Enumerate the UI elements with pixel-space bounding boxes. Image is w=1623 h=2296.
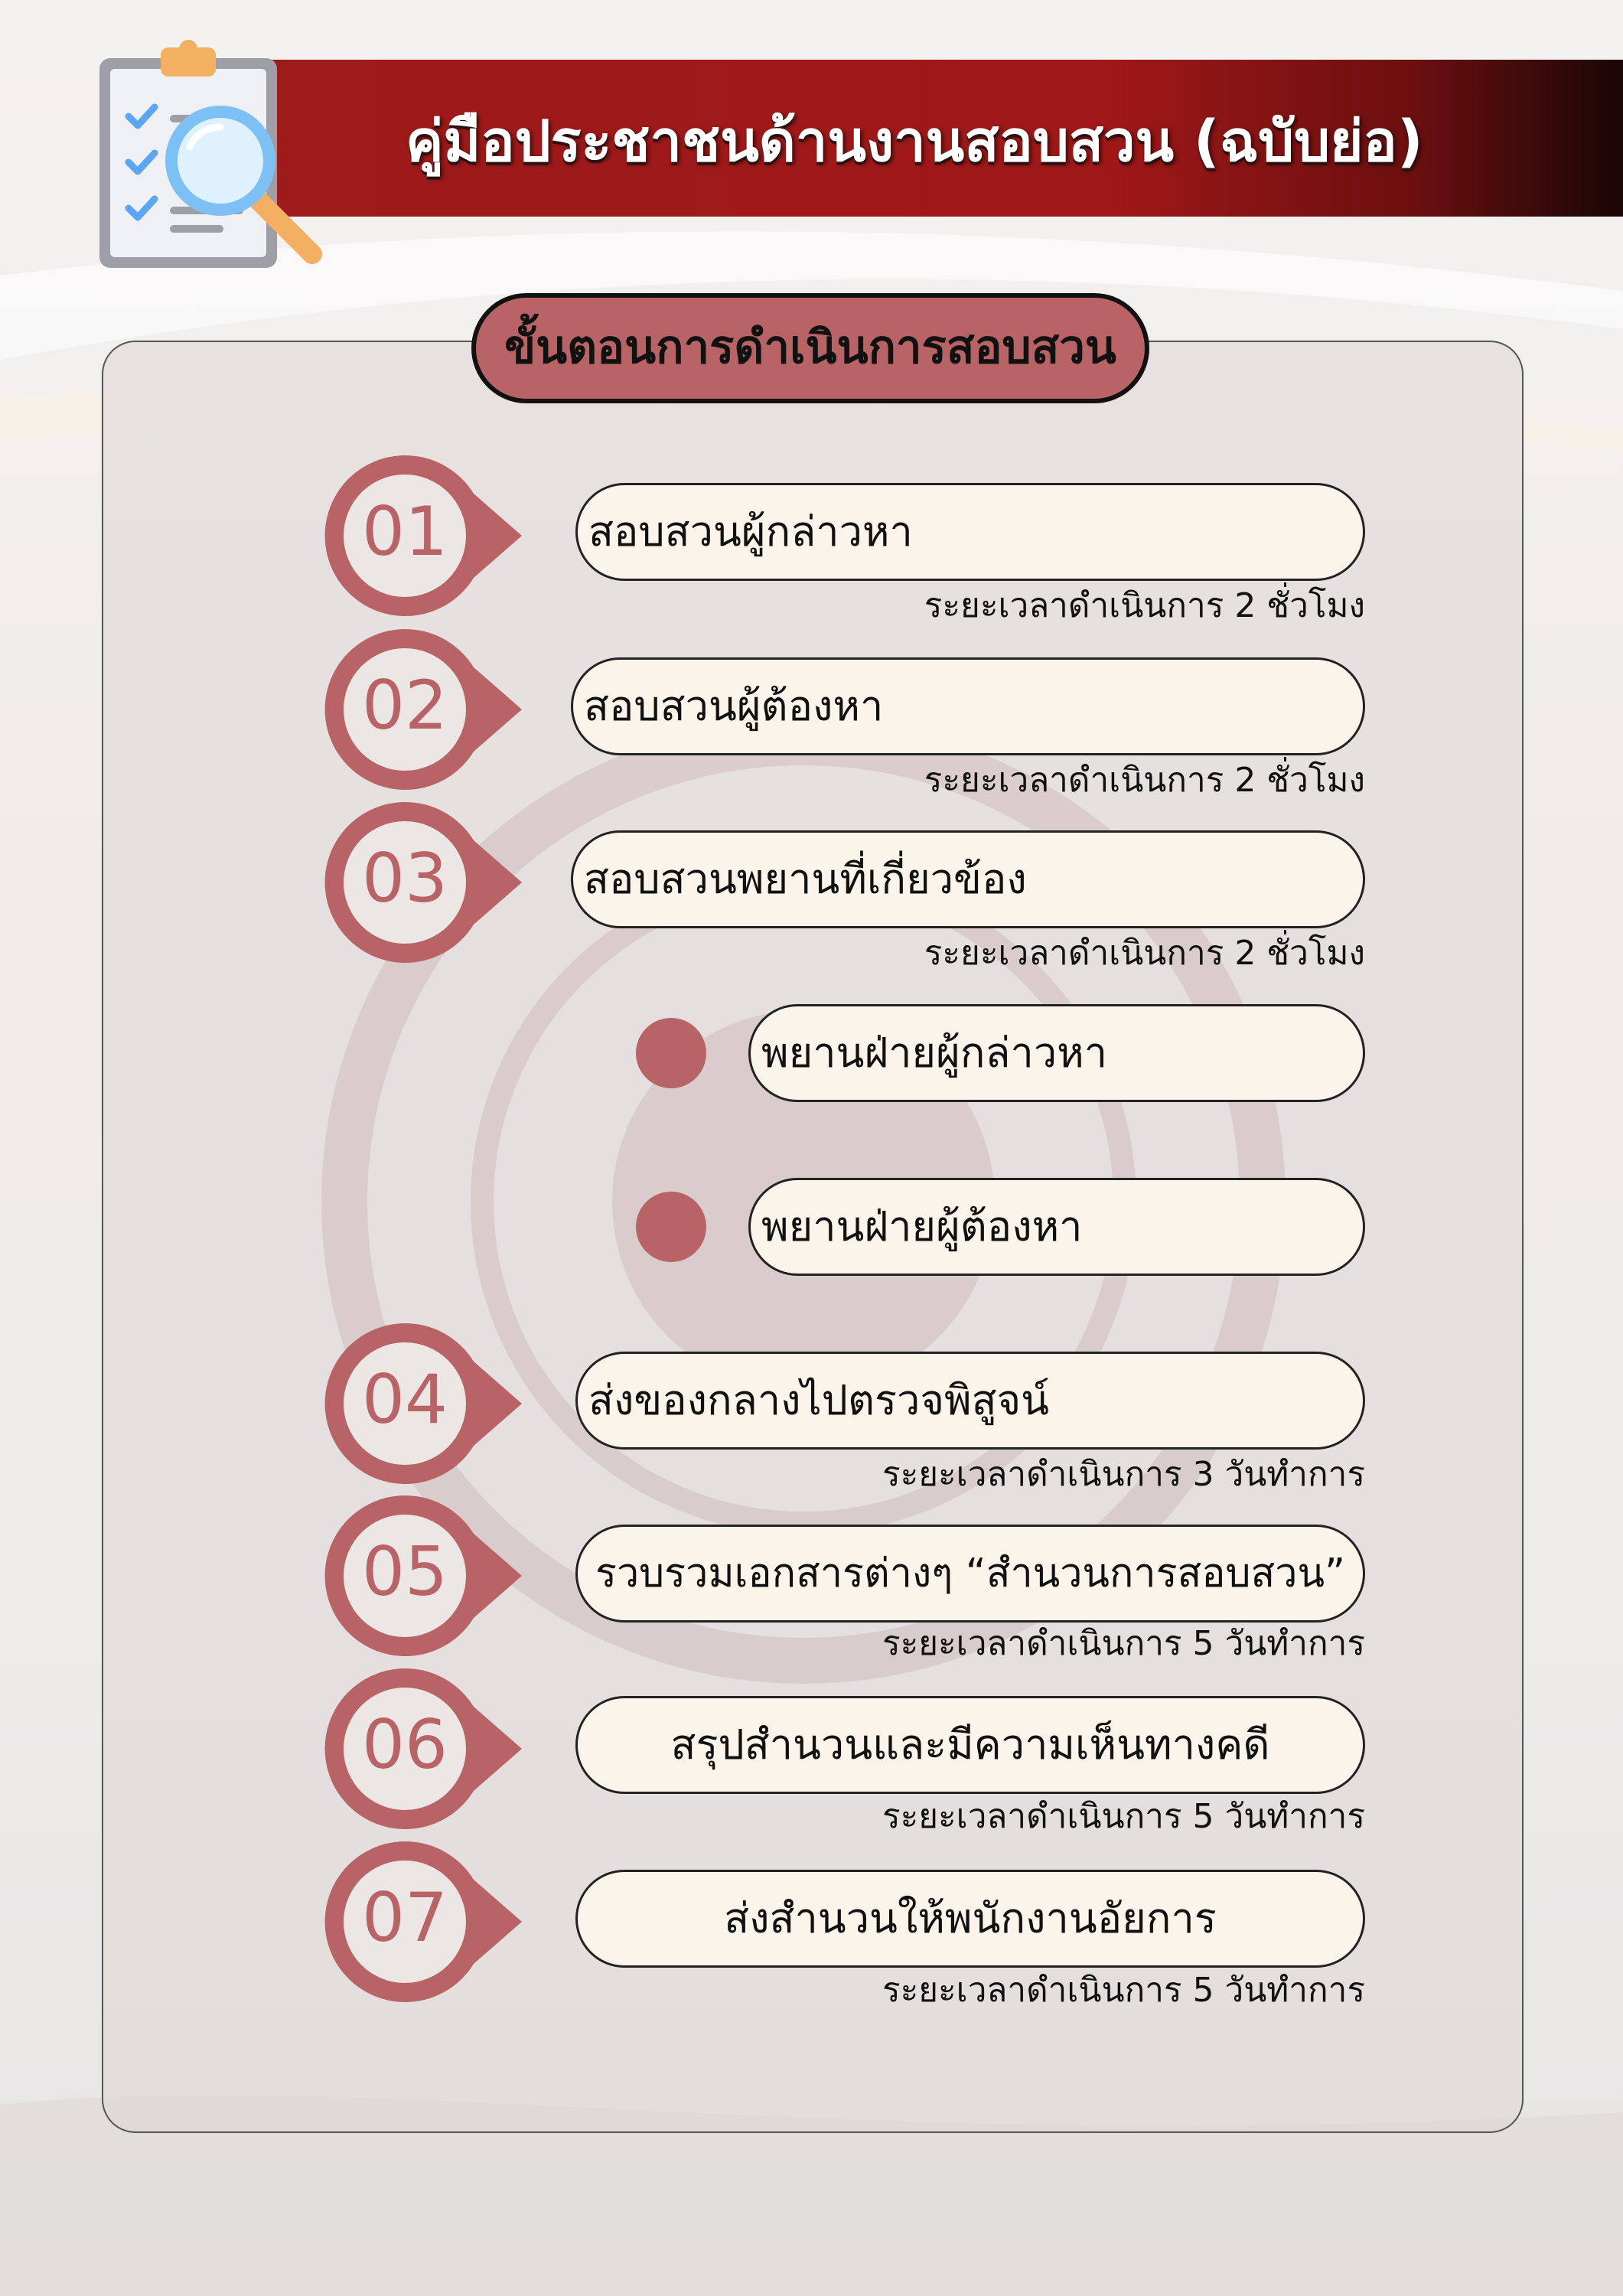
step-number: 04 [362, 1360, 448, 1439]
section-title: ขั้นตอนการดำเนินการสอบสวน [471, 293, 1149, 403]
step-label-pill: ส่งสำนวนให้พนักงานอัยการ [575, 1870, 1365, 1968]
circle-bullet-icon [636, 1192, 706, 1262]
step-label-pill: รวบรวมเอกสารต่างๆ “สำนวนการสอบสวน” [575, 1525, 1365, 1623]
step-label-pill: สอบสวนพยานที่เกี่ยวข้อง [571, 830, 1365, 928]
step-number: 03 [362, 839, 448, 918]
circle-bullet-icon [636, 1018, 706, 1088]
step-number: 02 [362, 666, 448, 745]
step-duration: ระยะเวลาดำเนินการ 3 วันทำการ [882, 1455, 1365, 1494]
step-duration: ระยะเวลาดำเนินการ 5 วันทำการ [882, 1624, 1365, 1663]
step-duration: ระยะเวลาดำเนินการ 2 ชั่วโมง [924, 761, 1365, 800]
step-label-pill: สอบสวนผู้ต้องหา [571, 657, 1365, 755]
step-duration: ระยะเวลาดำเนินการ 2 ชั่วโมง [924, 934, 1365, 973]
step-label-pill: ส่งของกลางไปตรวจพิสูจน์ [575, 1352, 1365, 1450]
witness-label-pill: พยานฝ่ายผู้ต้องหา [748, 1178, 1365, 1276]
step-number: 05 [362, 1532, 448, 1611]
step-label-pill: สอบสวนผู้กล่าวหา [575, 483, 1365, 581]
step-duration: ระยะเวลาดำเนินการ 5 วันทำการ [882, 1971, 1365, 2010]
step-duration: ระยะเวลาดำเนินการ 2 ชั่วโมง [924, 586, 1365, 625]
page-title: คู่มือประชาชนด้านงานสอบสวน (ฉบับย่อ) [406, 109, 1423, 174]
step-number: 06 [362, 1705, 448, 1784]
witness-label-pill: พยานฝ่ายผู้กล่าวหา [748, 1004, 1365, 1102]
step-number: 01 [362, 492, 448, 571]
step-duration: ระยะเวลาดำเนินการ 5 วันทำการ [882, 1797, 1365, 1836]
step-label-pill: สรุปสำนวนและมีความเห็นทางคดี [575, 1696, 1365, 1794]
clipboard-checklist-magnifier-icon [90, 32, 335, 277]
step-number: 07 [362, 1878, 448, 1957]
